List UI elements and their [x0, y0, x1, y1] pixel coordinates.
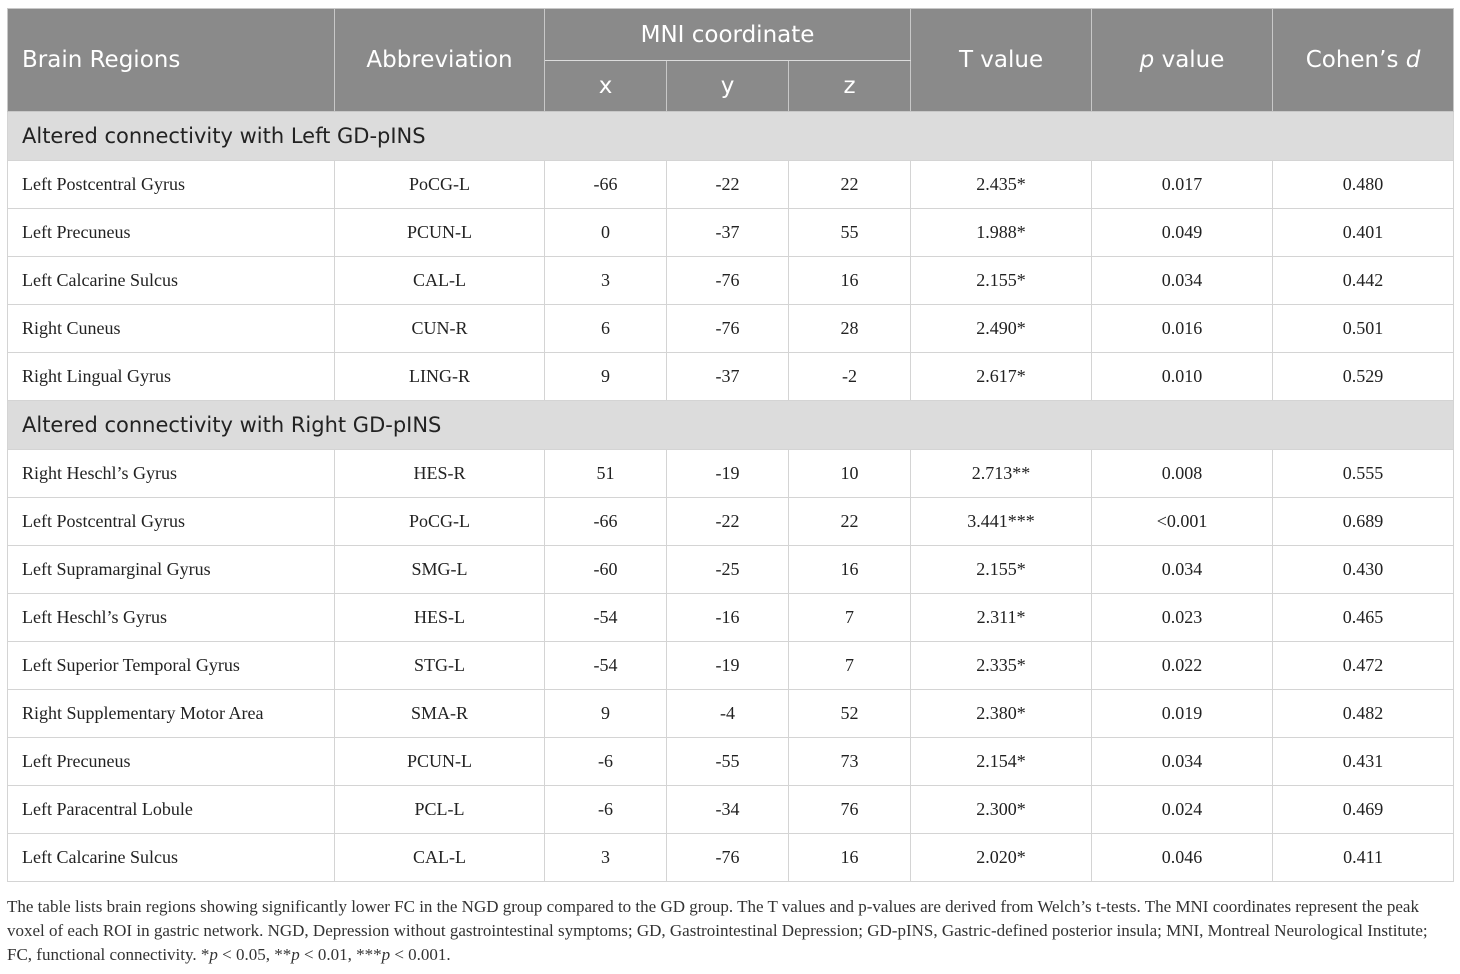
cell-abbreviation: PoCG-L	[335, 161, 545, 209]
table-row	[8, 305, 1454, 353]
cell-abbreviation: CAL-L	[335, 257, 545, 305]
cell-x: 9	[545, 353, 667, 401]
cell-abbreviation: PCL-L	[335, 786, 545, 834]
cell-cohens-d: 0.501	[1273, 305, 1454, 353]
cell-region: Left Paracentral Lobule	[8, 786, 335, 834]
cell-t-value: 2.155*	[911, 257, 1092, 305]
header-t-value: T value	[911, 9, 1092, 112]
cell-cohens-d: 0.555	[1273, 450, 1454, 498]
cell-cohens-d: 0.689	[1273, 498, 1454, 546]
cell-region: Right Heschl’s Gyrus	[8, 450, 335, 498]
table-row	[8, 257, 1454, 305]
cell-p-value: 0.034	[1092, 257, 1273, 305]
table-row	[8, 642, 1454, 690]
cell-cohens-d: 0.442	[1273, 257, 1454, 305]
cell-z: 28	[789, 305, 911, 353]
cell-z: 52	[789, 690, 911, 738]
cell-t-value: 2.311*	[911, 594, 1092, 642]
footnote-text: The table lists brain regions showing significantly lower FC in the NGD group compared to the GD group. The T values and p-values are derived from Welch’s t-tests. The MNI coordinates represent the peak voxel of each ROI in gastric network. NGD, Depression without gastrointestinal symptoms; GD, Gastrointestinal Depression; GD-pINS, Gastric-defined posterior insula; MNI, Montreal Neurological Institute; FC, functional connectivity.	[7, 897, 1428, 964]
cell-p-value: 0.008	[1092, 450, 1273, 498]
cell-t-value: 2.435*	[911, 161, 1092, 209]
cell-region: Left Precuneus	[8, 738, 335, 786]
cell-x: 3	[545, 257, 667, 305]
cell-z: 73	[789, 738, 911, 786]
cell-t-value: 2.380*	[911, 690, 1092, 738]
cell-z: 16	[789, 257, 911, 305]
sig1-p: p	[209, 945, 218, 964]
cell-abbreviation: SMG-L	[335, 546, 545, 594]
header-d-italic: d	[1405, 47, 1421, 73]
cell-y: -4	[667, 690, 789, 738]
header-z: z	[789, 61, 911, 112]
table-row	[8, 498, 1454, 546]
sig3-p: p	[381, 945, 391, 964]
cell-cohens-d: 0.431	[1273, 738, 1454, 786]
cell-t-value: 2.335*	[911, 642, 1092, 690]
cell-y: -34	[667, 786, 789, 834]
header-mni-coordinate: MNI coordinate	[545, 9, 911, 61]
cell-region: Left Postcentral Gyrus	[8, 498, 335, 546]
cell-x: -66	[545, 161, 667, 209]
cell-p-value: 0.016	[1092, 305, 1273, 353]
table-row	[8, 738, 1454, 786]
cell-x: -66	[545, 498, 667, 546]
cell-y: -25	[667, 546, 789, 594]
cell-region: Left Precuneus	[8, 209, 335, 257]
cell-cohens-d: 0.401	[1273, 209, 1454, 257]
cell-cohens-d: 0.480	[1273, 161, 1454, 209]
cell-z: 7	[789, 594, 911, 642]
cell-abbreviation: CUN-R	[335, 305, 545, 353]
section-header-right	[8, 401, 1454, 450]
sig2-symbol: **	[274, 945, 292, 964]
cell-p-value: 0.017	[1092, 161, 1273, 209]
section-header-left	[8, 112, 1454, 161]
header-abbreviation: Abbreviation	[335, 9, 545, 112]
table-row	[8, 546, 1454, 594]
table-row	[8, 690, 1454, 738]
cell-x: 51	[545, 450, 667, 498]
cell-region: Left Calcarine Sulcus	[8, 257, 335, 305]
cell-t-value: 2.490*	[911, 305, 1092, 353]
cell-abbreviation: CAL-L	[335, 834, 545, 882]
cell-y: -19	[667, 450, 789, 498]
cell-z: 22	[789, 161, 911, 209]
cell-x: 0	[545, 209, 667, 257]
cell-cohens-d: 0.469	[1273, 786, 1454, 834]
cell-t-value: 2.020*	[911, 834, 1092, 882]
cell-region: Left Postcentral Gyrus	[8, 161, 335, 209]
cell-p-value: 0.023	[1092, 594, 1273, 642]
sig2-p: p	[291, 945, 300, 964]
cell-y: -22	[667, 161, 789, 209]
cell-y: -76	[667, 305, 789, 353]
cell-cohens-d: 0.472	[1273, 642, 1454, 690]
cell-x: 6	[545, 305, 667, 353]
cell-cohens-d: 0.482	[1273, 690, 1454, 738]
cell-cohens-d: 0.430	[1273, 546, 1454, 594]
cell-t-value: 1.988*	[911, 209, 1092, 257]
table-footnote	[7, 895, 1453, 967]
cell-region: Left Heschl’s Gyrus	[8, 594, 335, 642]
cell-x: 3	[545, 834, 667, 882]
cell-abbreviation: PoCG-L	[335, 498, 545, 546]
cell-y: -55	[667, 738, 789, 786]
cell-x: 9	[545, 690, 667, 738]
cell-y: -37	[667, 353, 789, 401]
cell-z: -2	[789, 353, 911, 401]
cell-t-value: 2.300*	[911, 786, 1092, 834]
table-row	[8, 450, 1454, 498]
table-row	[8, 786, 1454, 834]
cell-abbreviation: LING-R	[335, 353, 545, 401]
cell-abbreviation: PCUN-L	[335, 738, 545, 786]
table-row	[8, 594, 1454, 642]
table-row	[8, 834, 1454, 882]
header-p-italic: p	[1139, 47, 1155, 73]
cell-y: -76	[667, 834, 789, 882]
header-brain-regions: Brain Regions	[8, 9, 335, 112]
table-row	[8, 209, 1454, 257]
results-table	[7, 8, 1454, 882]
header-cohens-d	[1273, 9, 1454, 112]
cell-z: 55	[789, 209, 911, 257]
cell-region: Right Lingual Gyrus	[8, 353, 335, 401]
cell-region: Right Cuneus	[8, 305, 335, 353]
cell-y: -22	[667, 498, 789, 546]
cell-z: 76	[789, 786, 911, 834]
cell-p-value: 0.010	[1092, 353, 1273, 401]
cell-region: Left Calcarine Sulcus	[8, 834, 335, 882]
cell-p-value: 0.034	[1092, 546, 1273, 594]
cell-p-value: 0.022	[1092, 642, 1273, 690]
sig1-rest: < 0.05,	[217, 945, 275, 964]
header-p-rest: value	[1154, 47, 1225, 73]
cell-z: 10	[789, 450, 911, 498]
sig2-rest: < 0.01,	[299, 945, 357, 964]
cell-p-value: 0.019	[1092, 690, 1273, 738]
cell-x: -54	[545, 642, 667, 690]
cell-x: -6	[545, 786, 667, 834]
cell-y: -76	[667, 257, 789, 305]
cell-t-value: 2.713**	[911, 450, 1092, 498]
cell-y: -19	[667, 642, 789, 690]
header-p-value	[1092, 9, 1273, 112]
cell-z: 16	[789, 834, 911, 882]
cell-y: -16	[667, 594, 789, 642]
cell-z: 7	[789, 642, 911, 690]
table-body	[8, 112, 1454, 882]
cell-p-value: 0.049	[1092, 209, 1273, 257]
cell-x: -54	[545, 594, 667, 642]
cell-region: Right Supplementary Motor Area	[8, 690, 335, 738]
cell-t-value: 2.155*	[911, 546, 1092, 594]
cell-abbreviation: HES-L	[335, 594, 545, 642]
cell-z: 22	[789, 498, 911, 546]
cell-t-value: 3.441***	[911, 498, 1092, 546]
cell-region: Left Supramarginal Gyrus	[8, 546, 335, 594]
cell-abbreviation: SMA-R	[335, 690, 545, 738]
cell-abbreviation: STG-L	[335, 642, 545, 690]
section-title: Altered connectivity with Left GD-pINS	[8, 112, 1454, 161]
cell-t-value: 2.617*	[911, 353, 1092, 401]
table-row	[8, 161, 1454, 209]
cell-p-value: <0.001	[1092, 498, 1273, 546]
cell-y: -37	[667, 209, 789, 257]
table-row	[8, 353, 1454, 401]
header-y: y	[667, 61, 789, 112]
cell-x: -60	[545, 546, 667, 594]
cell-p-value: 0.046	[1092, 834, 1273, 882]
cell-abbreviation: HES-R	[335, 450, 545, 498]
results-table-container	[7, 8, 1453, 882]
sig1-symbol: *	[200, 945, 210, 964]
cell-cohens-d: 0.411	[1273, 834, 1454, 882]
header-d-prefix: Cohen’s	[1305, 47, 1406, 73]
header-x: x	[545, 61, 667, 112]
cell-cohens-d: 0.529	[1273, 353, 1454, 401]
sig3-rest: < 0.001.	[390, 945, 451, 964]
table-header	[8, 9, 1454, 112]
cell-cohens-d: 0.465	[1273, 594, 1454, 642]
cell-p-value: 0.024	[1092, 786, 1273, 834]
cell-x: -6	[545, 738, 667, 786]
cell-p-value: 0.034	[1092, 738, 1273, 786]
cell-z: 16	[789, 546, 911, 594]
cell-region: Left Superior Temporal Gyrus	[8, 642, 335, 690]
section-title: Altered connectivity with Right GD-pINS	[8, 401, 1454, 450]
cell-abbreviation: PCUN-L	[335, 209, 545, 257]
sig3-symbol: ***	[356, 945, 382, 964]
cell-t-value: 2.154*	[911, 738, 1092, 786]
